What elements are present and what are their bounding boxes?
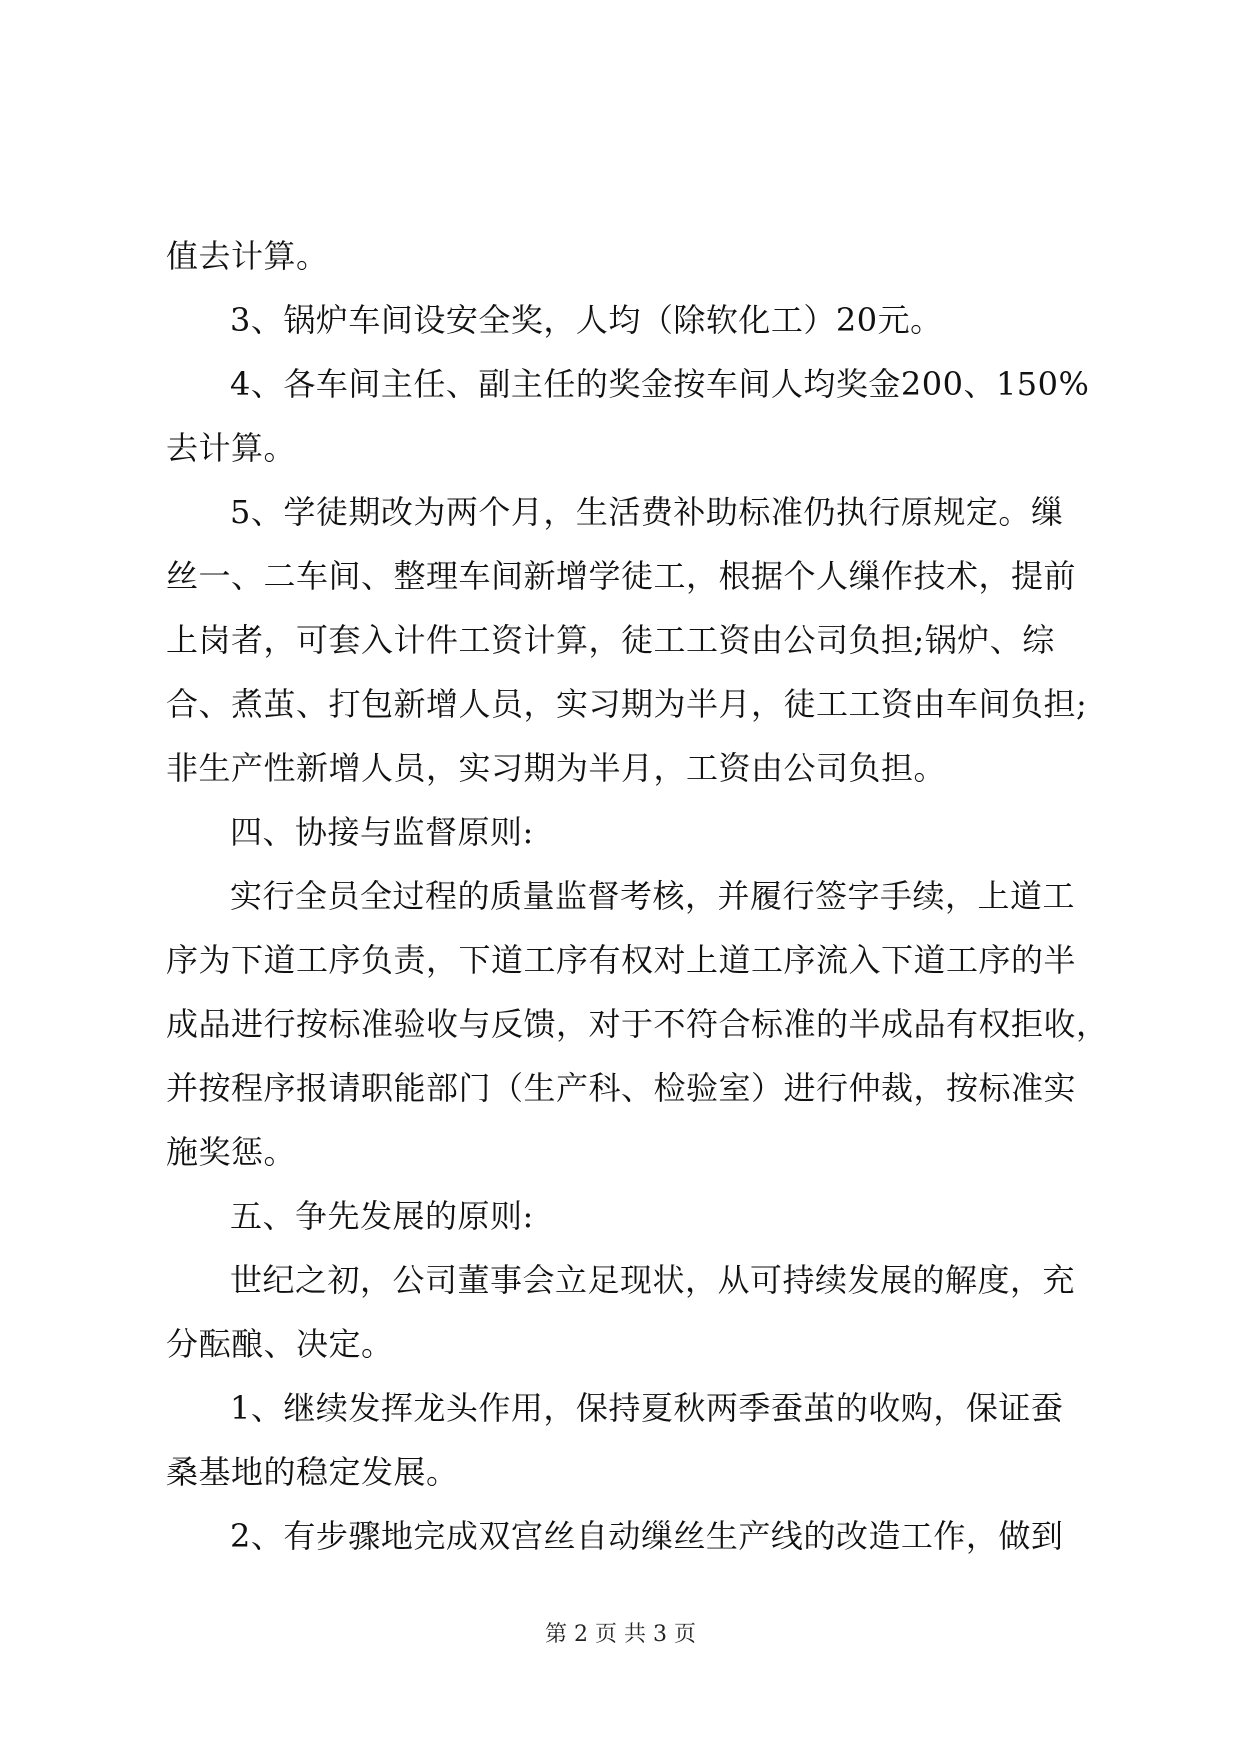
text-line: 非生产性新增人员，实习期为半月，工资由公司负担。 [166,749,947,787]
text-line: 合、煮茧、打包新增人员，实习期为半月，徒工工资由车间负担; [166,685,1088,723]
text-line: 世纪之初，公司董事会立足现状，从可持续发展的解度，充 [230,1261,1076,1299]
text-line: 分酝酿、决定。 [166,1325,394,1363]
section-heading: 五、争先发展的原则: [230,1197,534,1235]
text-line: 5、学徒期改为两个月，生活费补助标准仍执行原规定。缫 [230,493,1064,531]
text-line: 成品进行按标准验收与反馈，对于不符合标准的半成品有权拒收， [166,1005,1109,1043]
text-line: 4、各车间主任、副主任的奖金按车间人均奖金200、150% [230,365,1090,403]
page-number: 第 2 页 共 3 页 [545,1622,696,1647]
text-line: 去计算。 [166,429,297,467]
text-line: 施奖惩。 [166,1133,297,1171]
text-line: 上岗者，可套入计件工资计算，徒工工资由公司负担;锅炉、综 [166,621,1055,659]
section-heading: 四、协接与监督原则: [230,813,534,851]
text-line: 实行全员全过程的质量监督考核，并履行签字手续，上道工 [230,877,1076,915]
text-line: 序为下道工序负责，下道工序有权对上道工序流入下道工序的半 [166,941,1077,979]
text-line: 桑基地的稳定发展。 [166,1453,459,1491]
document-body [166,224,1109,1568]
page-footer [0,1620,1241,1650]
text-line: 3、锅炉车间设安全奖，人均（除软化工）20元。 [230,301,943,339]
text-line: 值去计算。 [166,237,329,275]
text-line: 2、有步骤地完成双宫丝自动缫丝生产线的改造工作，做到 [230,1517,1064,1555]
text-line: 并按程序报请职能部门（生产科、检验室）进行仲裁，按标准实 [166,1069,1077,1107]
text-line: 丝一、二车间、整理车间新增学徒工，根据个人缫作技术，提前 [166,557,1077,595]
text-line: 1、继续发挥龙头作用，保持夏秋两季蚕茧的收购，保证蚕 [230,1389,1064,1427]
